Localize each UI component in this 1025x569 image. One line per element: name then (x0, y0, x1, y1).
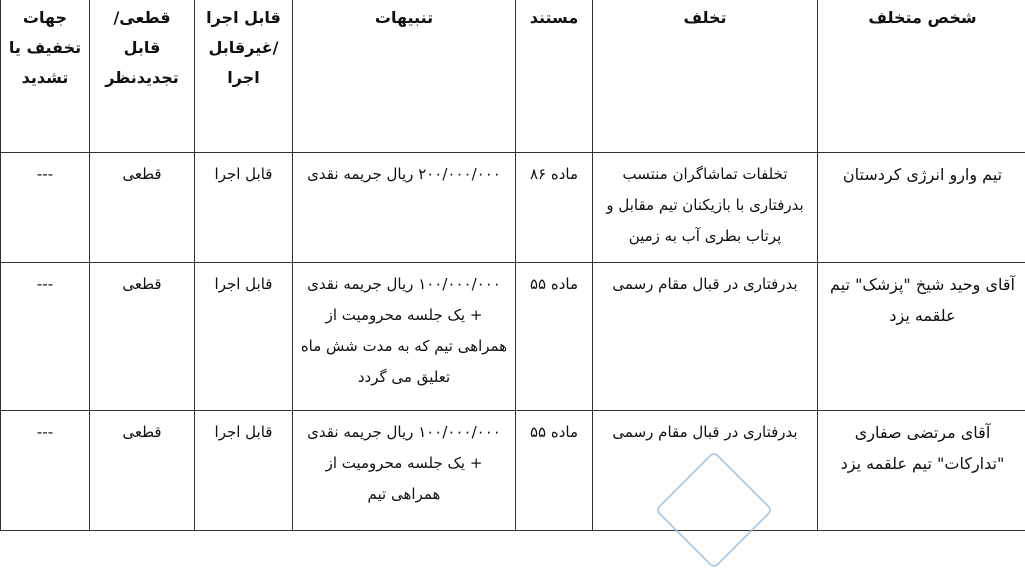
table-row (1, 263, 1025, 411)
cell-enforceable: قابل اجرا (195, 263, 293, 411)
cell-final: قطعی (90, 153, 195, 263)
cell-article: ماده ۸۶ (516, 153, 593, 263)
header-violation: تخلف (593, 0, 818, 153)
cell-final: قطعی (90, 411, 195, 531)
header-row (1, 0, 1025, 153)
header-enforceable: قابل اجرا /غیرقابل اجرا (195, 0, 293, 153)
cell-violation: بدرفتاری در قبال مقام رسمی (593, 411, 818, 531)
cell-person: آقای مرتضی صفاری "تدارکات" تیم علقمه یزد (818, 411, 1025, 531)
cell-penalty: ۲۰۰/۰۰۰/۰۰۰ ریال جریمه نقدی (293, 153, 516, 263)
header-article: مستند (516, 0, 593, 153)
table-row (1, 411, 1025, 531)
header-final: قطعی/قابل تجدیدنظر (90, 0, 195, 153)
cell-penalty: ۱۰۰/۰۰۰/۰۰۰ ریال جریمه نقدی + یک جلسه محرومیت از همراهی تیم که به مدت شش ماه تعلیق می گردد (293, 263, 516, 411)
cell-penalty: ۱۰۰/۰۰۰/۰۰۰ ریال جریمه نقدی + یک جلسه محرومیت از همراهی تیم (293, 411, 516, 531)
header-penalty: تنبیهات (293, 0, 516, 153)
cell-mitigation: --- (1, 153, 90, 263)
header-mitigation: جهات تخفیف یا تشدید (1, 0, 90, 153)
cell-mitigation: --- (1, 263, 90, 411)
header-person: شخص متخلف (818, 0, 1025, 153)
cell-person: آقای وحید شیخ "پزشک" تیم علقمه یزد (818, 263, 1025, 411)
cell-violation: بدرفتاری در قبال مقام رسمی (593, 263, 818, 411)
table-row (1, 153, 1025, 263)
cell-final: قطعی (90, 263, 195, 411)
cell-mitigation: --- (1, 411, 90, 531)
cell-enforceable: قابل اجرا (195, 153, 293, 263)
cell-article: ماده ۵۵ (516, 263, 593, 411)
cell-person: تیم وارو انرژی کردستان (818, 153, 1025, 263)
cell-enforceable: قابل اجرا (195, 411, 293, 531)
cell-article: ماده ۵۵ (516, 411, 593, 531)
cell-violation: تخلفات تماشاگران منتسب بدرفتاری با بازیکنان تیم مقابل و پرتاب بطری آب به زمین (593, 153, 818, 263)
